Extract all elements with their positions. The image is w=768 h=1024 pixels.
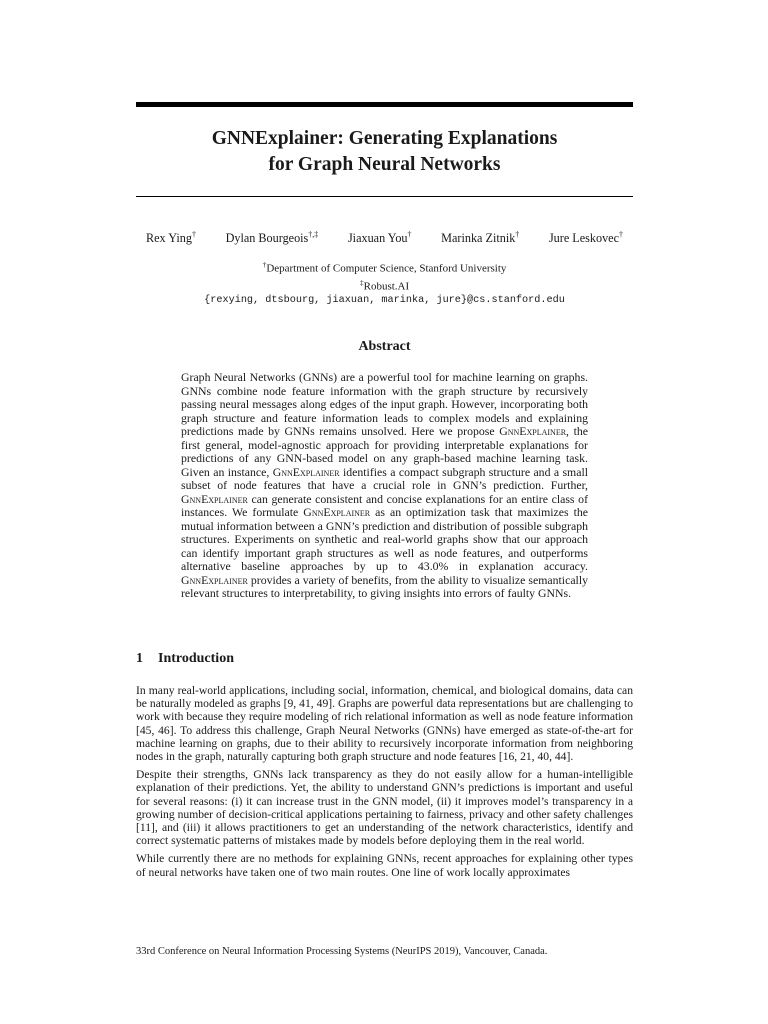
paragraph: In many real-world applications, including social, information, chemical, and biological domains, data can be naturally modeled as graphs [9, 41, 49]. Graphs are powerful data representations but are challenging to work with because they require modeling of rich relational information as well as node feature information [45, 46]. To address this challenge, Graph Neural Networks (GNNs) have emerged as state-of-the-art for machine learning on graphs, due to their ability to recursively incorporate information from neighboring nodes in the graph, naturally capturing both graph structure and node features [16, 21, 40, 44].: [136, 684, 633, 764]
abstract-heading: Abstract: [358, 339, 411, 354]
author-list: [136, 230, 633, 246]
author: Rex Ying†: [146, 230, 196, 246]
section-heading-introduction: [136, 651, 234, 667]
author: Jure Leskovec†: [548, 230, 623, 246]
method-name: GnnExplainer: [181, 572, 248, 587]
section-title: Introduction: [158, 651, 234, 666]
method-name: GnnExplainer: [499, 424, 567, 438]
affiliation-robust: ‡Robust.AI: [359, 278, 410, 293]
introduction-body: [136, 684, 633, 884]
affiliation-stanford: †Department of Computer Science, Stanford University: [262, 260, 507, 275]
paper-title: [136, 126, 633, 178]
author: Jiaxuan You†: [347, 230, 412, 246]
abstract-text: Graph Neural Networks (GNNs) are a powerful tool for machine learning on graphs. GNNs combine node feature information with the graph structure by recursively passing neural messages along edges of the input graph. However, incorporating both graph structure and feature information leads to complex models and explaining predictions made by GNNs remains unsolved. Here we propose GnnExplainer, the first general, model-agnostic approach for providing interpretable explanations for predictions of any GNN-based model on any graph-based machine learning task. Given an instance, GnnExplainer identifies a compact subgraph structure and a small subset of node features that have a crucial role in GNN’s prediction. Further, GnnExplainer can generate consistent and concise explanations for an entire class of instances. We formulate GnnExplainer as an optimization task that maximizes the mutual information between a GNN’s prediction and distribution of possible subgraph structures. Experiments on synthetic and real-world graphs show that our approach can identify important graph structures as well as node features, and outperforms alternative baseline approaches by up to 43.0% in explanation accuracy. GnnExplainer provides a variety of benefits, from the ability to visualize semantically relevant structures to interpretability, to giving insights into errors of faulty GNNs.: [181, 370, 589, 600]
title-rule: [136, 196, 633, 197]
method-name: GnnExplainer: [181, 491, 248, 506]
title-line-1: GNNExplainer: Generating Explanations: [211, 128, 558, 149]
method-name: GnnExplainer: [303, 505, 371, 519]
method-name: GnnExplainer: [272, 464, 340, 479]
paragraph: While currently there are no methods for explaining GNNs, recent approaches for explaining other types of neural networks have taken one of two main routes. One line of work locally approximates: [136, 852, 633, 879]
title-line-2: for Graph Neural Networks: [268, 154, 501, 175]
author-emails: {rexying, dtsbourg, jiaxuan, marinka, jure}@cs.stanford.edu: [204, 295, 565, 307]
section-number: 1: [136, 651, 143, 666]
author: Dylan Bourgeois†,‡: [225, 230, 319, 246]
conference-footnote: 33rd Conference on Neural Information Processing Systems (NeurIPS 2019), Vancouver, Canada.: [136, 946, 548, 957]
affiliations: [136, 258, 633, 308]
paragraph: Despite their strengths, GNNs lack transparency as they do not easily allow for a human-intelligible explanation of their predictions. Yet, the ability to understand GNN’s predictions is important and useful for several reasons: (i) it can increase trust in the GNN model, (ii) it improves model’s transparency in a growing number of decision-critical applications pertaining to fairness, privacy and other safety challenges [11], and (iii) it allows practitioners to get an understanding of the network characteristics, identify and correct systematic patterns of mistakes made by models before deploying them in the real world.: [136, 768, 633, 848]
author: Marinka Zitnik†: [441, 230, 520, 246]
top-rule: [136, 102, 633, 107]
